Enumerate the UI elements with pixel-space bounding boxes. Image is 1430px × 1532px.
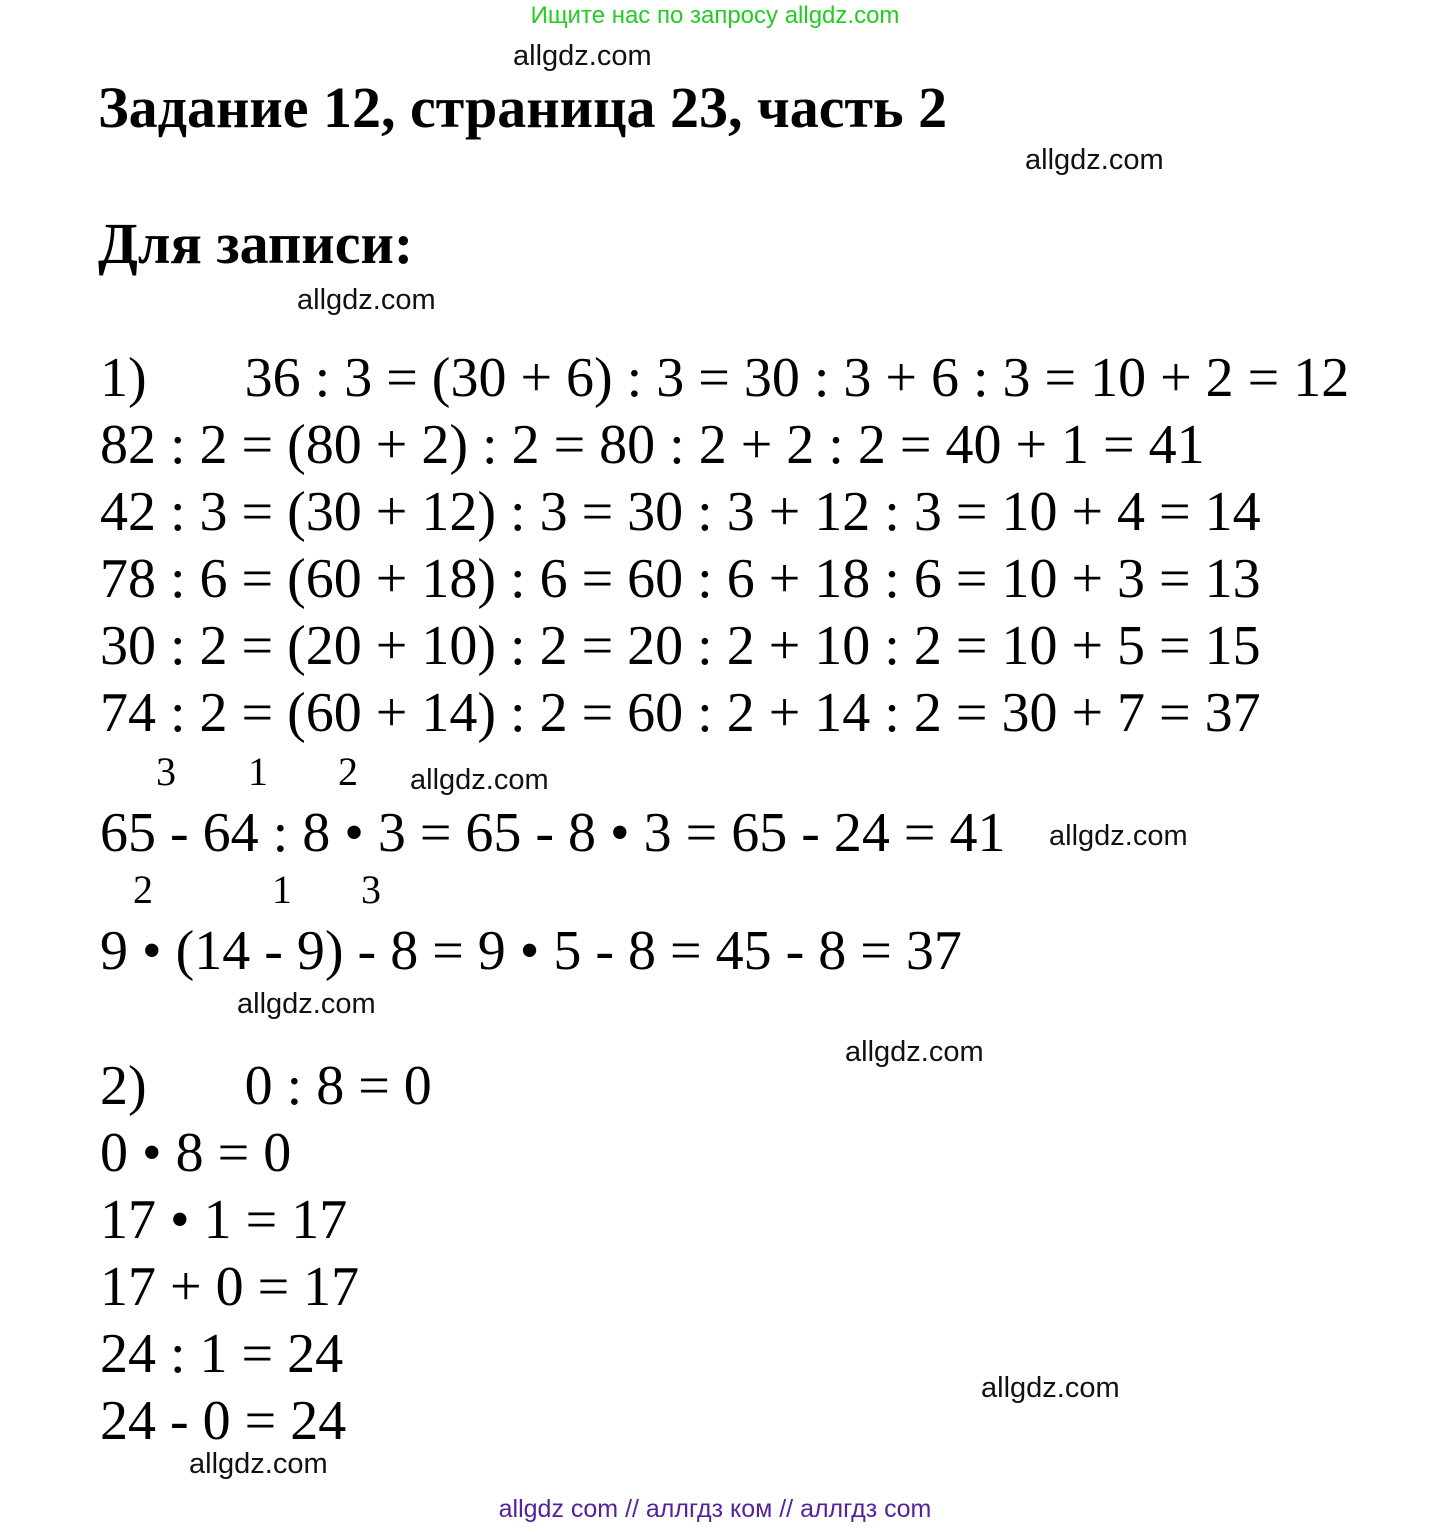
watermark: allgdz.com bbox=[237, 988, 376, 1020]
equation-row: 0 • 8 = 0 bbox=[100, 1122, 292, 1184]
expression-row: 65 - 64 : 8 • 3 = 65 - 8 • 3 = 65 - 24 = 41 bbox=[100, 802, 1006, 864]
expression-row: 9 • (14 - 9) - 8 = 9 • 5 - 8 = 45 - 8 = 37 bbox=[100, 920, 962, 982]
equation-row: 78 : 6 = (60 + 18) : 6 = 60 : 6 + 18 : 6 = 10 + 3 = 13 bbox=[100, 548, 1261, 610]
watermark: allgdz.com bbox=[845, 1036, 984, 1068]
part-label: 1) bbox=[100, 347, 147, 409]
equation-row: 30 : 2 = (20 + 10) : 2 = 20 : 2 + 10 : 2 = 10 + 5 = 15 bbox=[100, 615, 1261, 677]
operation-order-number: 1 bbox=[248, 749, 268, 794]
watermark: allgdz.com bbox=[297, 284, 436, 316]
equation-row: 17 • 1 = 17 bbox=[100, 1189, 348, 1251]
part-label: 2) bbox=[100, 1055, 147, 1117]
equation-row: 24 : 1 = 24 bbox=[100, 1323, 344, 1385]
watermark: allgdz.com bbox=[513, 40, 652, 72]
equation-row: 42 : 3 = (30 + 12) : 3 = 30 : 3 + 12 : 3 = 10 + 4 = 14 bbox=[100, 481, 1261, 543]
operation-order-number: 1 bbox=[272, 867, 292, 912]
footer-links[interactable]: allgdz com // аллгдз ком // аллгдз com bbox=[498, 1495, 932, 1523]
equation-row: 24 - 0 = 24 bbox=[100, 1390, 347, 1452]
operation-order-number: 2 bbox=[338, 749, 358, 794]
equation-row: 17 + 0 = 17 bbox=[100, 1256, 360, 1318]
page-title: Задание 12, страница 23, часть 2 bbox=[98, 75, 948, 140]
equation-row bbox=[100, 1055, 432, 1117]
operation-order-number: 3 bbox=[156, 749, 176, 794]
top-banner-link[interactable]: Ищите нас по запросу allgdz.com bbox=[530, 2, 900, 29]
operation-order-number: 3 bbox=[361, 867, 381, 912]
equation-row bbox=[100, 347, 1350, 409]
equation-row: 74 : 2 = (60 + 14) : 2 = 60 : 2 + 14 : 2 = 30 + 7 = 37 bbox=[100, 682, 1261, 744]
watermark: allgdz.com bbox=[1025, 144, 1164, 176]
watermark: allgdz.com bbox=[981, 1372, 1120, 1404]
equation-text: 0 : 8 = 0 bbox=[244, 1055, 432, 1117]
section-heading: Для записи: bbox=[98, 211, 414, 276]
watermark: allgdz.com bbox=[189, 1448, 328, 1480]
watermark: allgdz.com bbox=[1049, 820, 1188, 852]
equation-row: 82 : 2 = (80 + 2) : 2 = 80 : 2 + 2 : 2 = 40 + 1 = 41 bbox=[100, 414, 1205, 476]
operation-order-number: 2 bbox=[133, 867, 153, 912]
equation-text: 36 : 3 = (30 + 6) : 3 = 30 : 3 + 6 : 3 = 10 + 2 = 12 bbox=[244, 347, 1350, 409]
watermark: allgdz.com bbox=[410, 764, 549, 796]
